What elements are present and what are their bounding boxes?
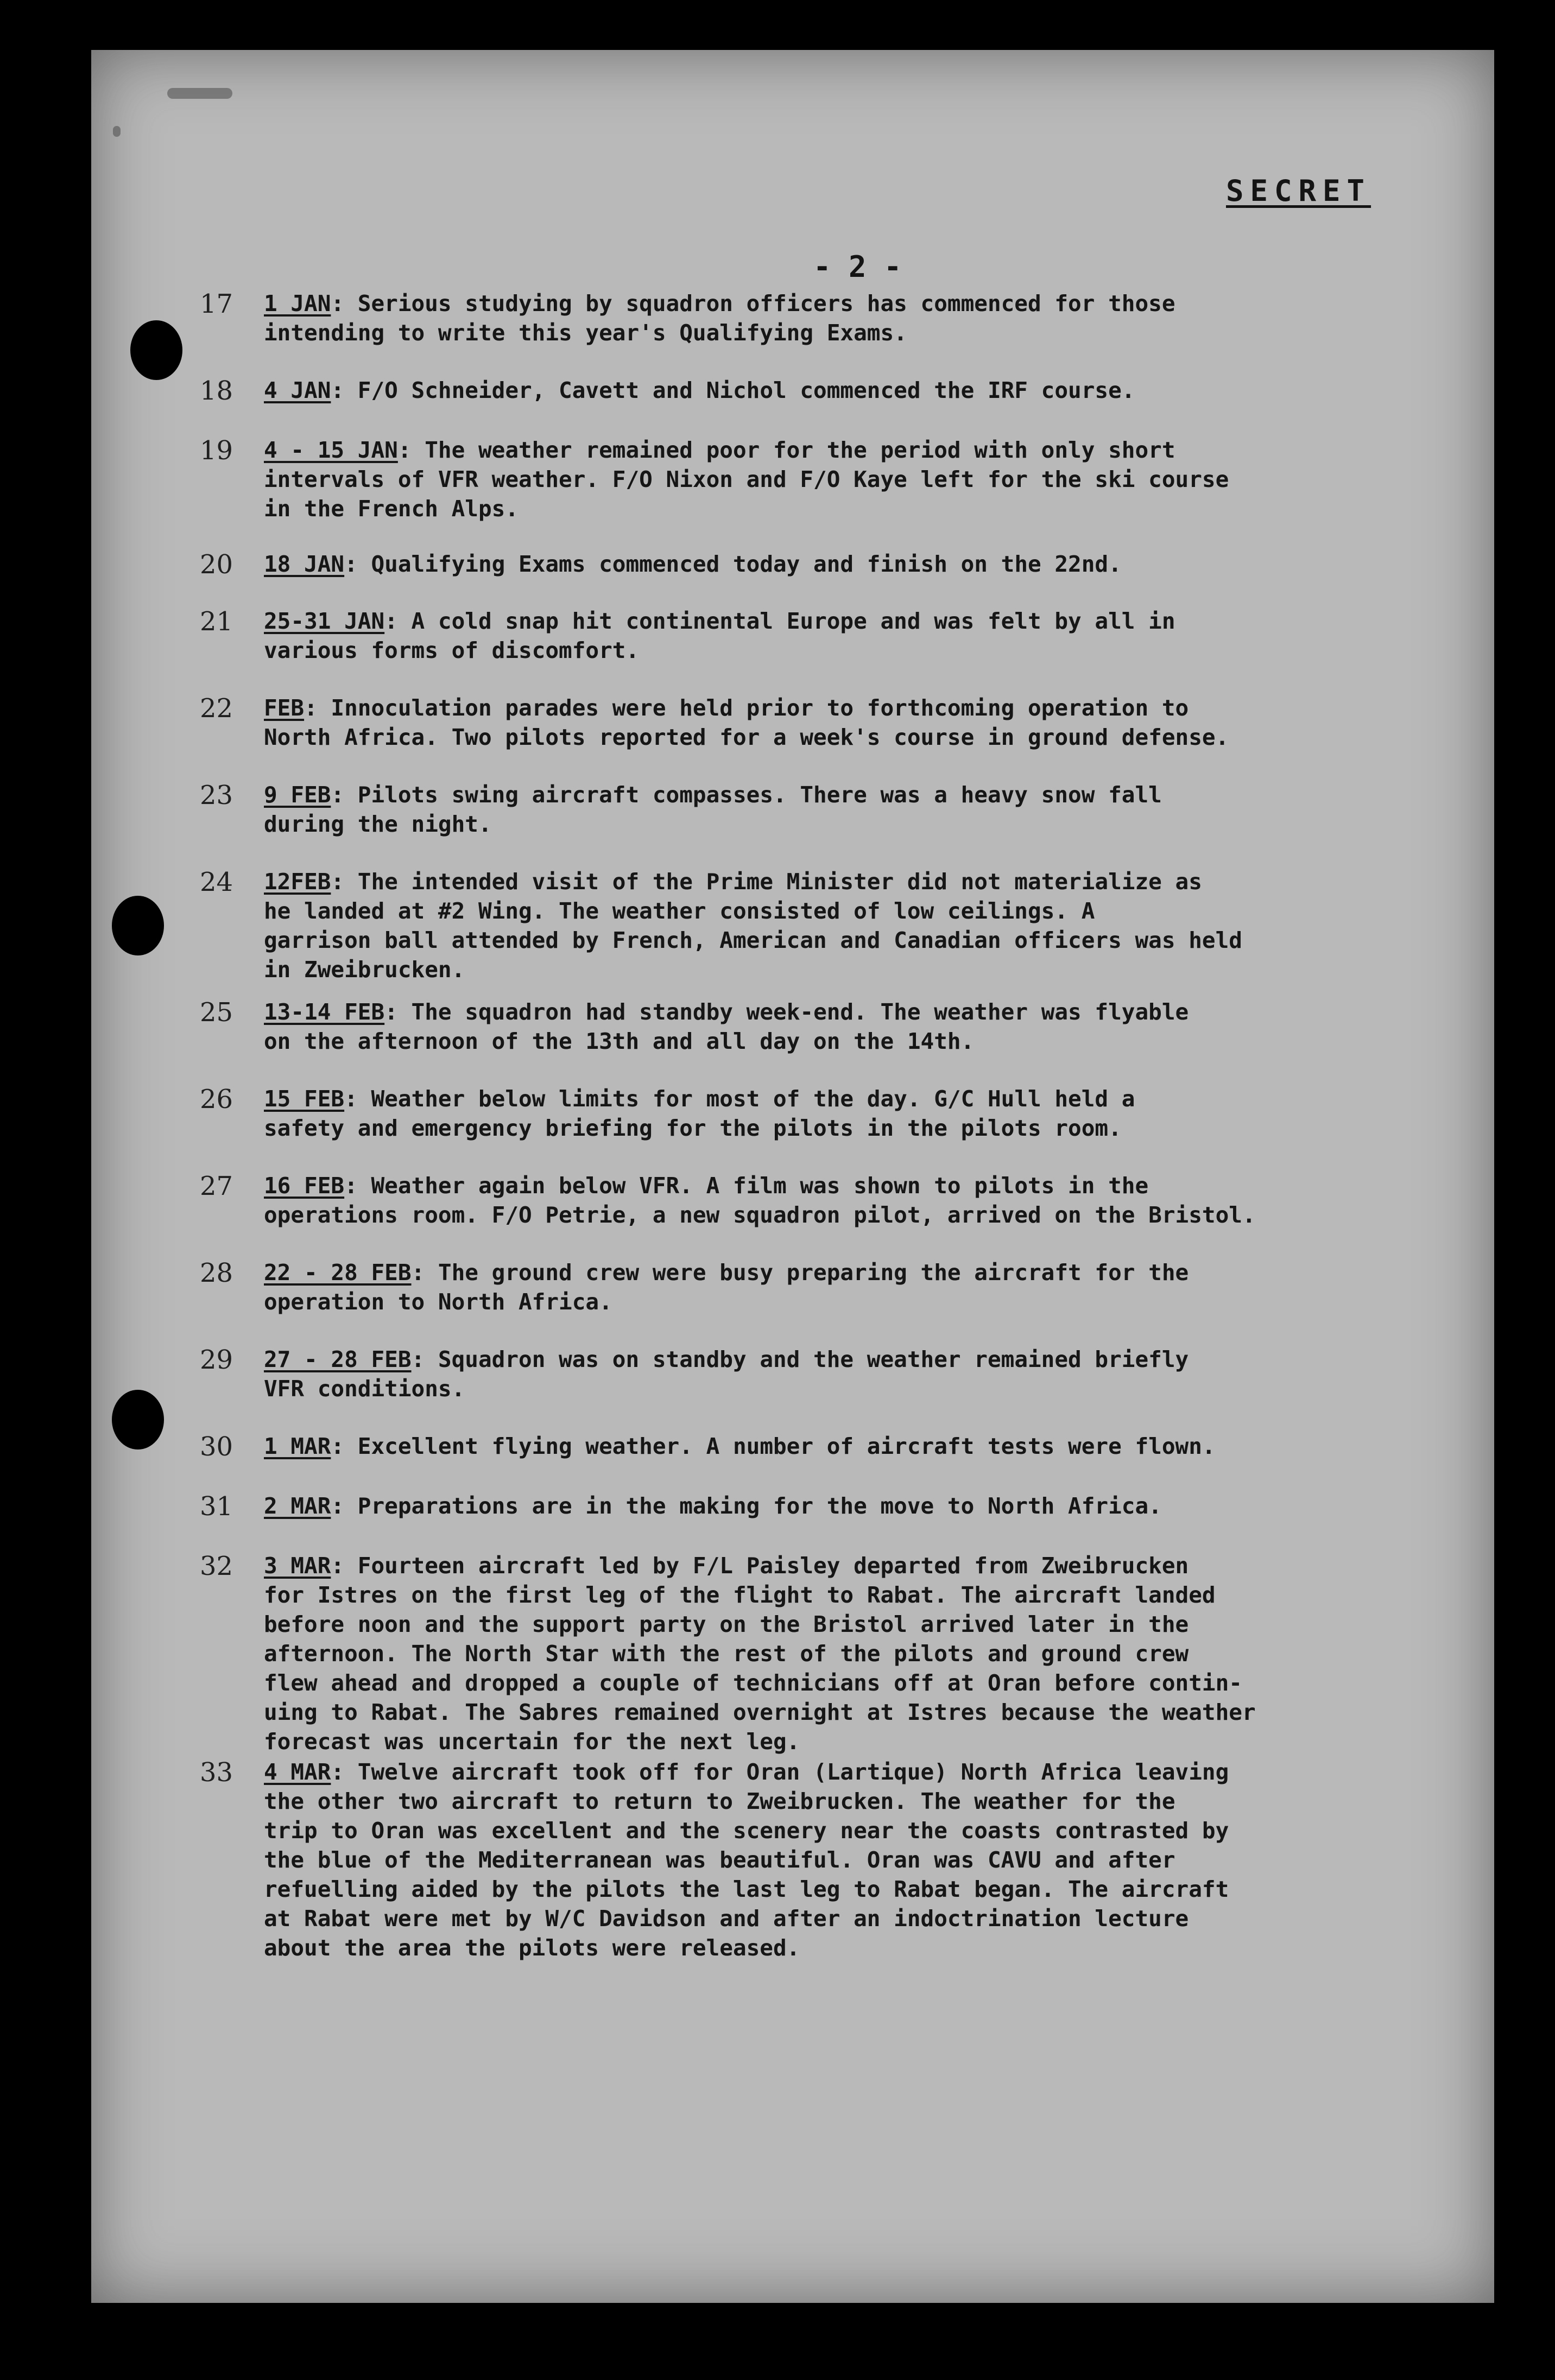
entry-line: during the night.: [264, 811, 492, 837]
punch-hole: [112, 896, 164, 955]
entry-line: : The intended visit of the Prime Minister did not materialize as: [331, 869, 1202, 895]
entry-line: on the afternoon of the 13th and all day on the 14th.: [264, 1028, 975, 1054]
entry-text: [264, 1258, 1475, 1316]
entry-line: the other two aircraft to return to Zweibrucken. The weather for the: [264, 1788, 1175, 1814]
entry-line: : A cold snap hit continental Europe and was felt by all in: [384, 608, 1175, 634]
entry-line: at Rabat were met by W/C Davidson and after an indoctrination lecture: [264, 1906, 1189, 1932]
entry-text: [264, 780, 1475, 839]
entry-line: before noon and the support party on the Bristol arrived later in the: [264, 1611, 1189, 1637]
entry-date: 9 FEB: [264, 782, 331, 808]
entry-number: 25: [200, 997, 233, 1028]
entry-number: 20: [200, 549, 233, 580]
entry-text: [264, 1551, 1475, 1756]
entry-text: [264, 1757, 1475, 1963]
entry-line: flew ahead and dropped a couple of technicians off at Oran before contin-: [264, 1670, 1242, 1696]
entry-date: 4 MAR: [264, 1759, 331, 1785]
entry-line: operation to North Africa.: [264, 1289, 612, 1315]
entry-date: 27 - 28 FEB: [264, 1346, 412, 1372]
entry-number: 26: [200, 1084, 233, 1115]
entry-line: : Serious studying by squadron officers has commenced for those: [331, 290, 1175, 317]
entry-number: 24: [200, 867, 233, 897]
entry-number: 18: [200, 376, 233, 406]
entry-date: 2 MAR: [264, 1493, 331, 1519]
entry-line: : The weather remained poor for the period with only short: [397, 437, 1175, 463]
ink-smudge: [167, 88, 232, 99]
entry-text: [264, 1432, 1475, 1461]
entry-text: [264, 1171, 1475, 1230]
entry-line: the blue of the Mediterranean was beautiful. Oran was CAVU and after: [264, 1847, 1175, 1873]
entry-date: 12FEB: [264, 869, 331, 895]
document-page: [91, 50, 1494, 2303]
entry-line: he landed at #2 Wing. The weather consisted of low ceilings. A: [264, 898, 1095, 924]
entry-line: : Weather below limits for most of the day. G/C Hull held a: [344, 1086, 1135, 1112]
entry-date: 1 MAR: [264, 1433, 331, 1459]
entry-date: 4 JAN: [264, 377, 331, 403]
entry-line: forecast was uncertain for the next leg.: [264, 1729, 800, 1755]
entry-text: [264, 867, 1475, 984]
entry-line: : Pilots swing aircraft compasses. There was a heavy snow fall: [331, 782, 1162, 808]
entry-text: [264, 1491, 1475, 1521]
entry-line: North Africa. Two pilots reported for a week's course in ground defense.: [264, 724, 1229, 750]
entry-line: intending to write this year's Qualifying Exams.: [264, 320, 907, 346]
entry-line: : Excellent flying weather. A number of aircraft tests were flown.: [331, 1433, 1216, 1459]
entry-date: 1 JAN: [264, 290, 331, 317]
entry-line: : Twelve aircraft took off for Oran (Lartique) North Africa leaving: [331, 1759, 1229, 1785]
entry-line: : Preparations are in the making for the move to North Africa.: [331, 1493, 1162, 1519]
entry-line: trip to Oran was excellent and the scenery near the coasts contrasted by: [264, 1818, 1229, 1844]
entry-line: : Fourteen aircraft led by F/L Paisley departed from Zweibrucken: [331, 1553, 1189, 1579]
punch-hole: [130, 320, 182, 380]
entry-text: [264, 1084, 1475, 1143]
entry-line: : F/O Schneider, Cavett and Nichol commenced the IRF course.: [331, 377, 1135, 403]
entry-number: 28: [200, 1258, 233, 1288]
entry-line: for Istres on the first leg of the flight to Rabat. The aircraft landed: [264, 1582, 1216, 1608]
entry-line: : Innoculation parades were held prior to forthcoming operation to: [304, 695, 1189, 721]
entry-line: in Zweibrucken.: [264, 957, 465, 983]
entry-number: 19: [200, 435, 233, 466]
entry-text: [264, 997, 1475, 1056]
classification-marking: SECRET: [1226, 174, 1371, 208]
entry-text: [264, 376, 1475, 405]
entry-number: 33: [200, 1757, 233, 1788]
entry-line: intervals of VFR weather. F/O Nixon and F/O Kaye left for the ski course: [264, 466, 1229, 492]
entry-text: [264, 1345, 1475, 1403]
entry-line: : The ground crew were busy preparing the aircraft for the: [411, 1259, 1189, 1286]
entry-line: : Qualifying Exams commenced today and finish on the 22nd.: [344, 551, 1122, 577]
entry-line: : The squadron had standby week-end. The weather was flyable: [384, 999, 1189, 1025]
entry-line: afternoon. The North Star with the rest of the pilots and ground crew: [264, 1641, 1189, 1667]
entry-date: 22 - 28 FEB: [264, 1259, 412, 1286]
entry-line: about the area the pilots were released.: [264, 1935, 800, 1961]
entry-line: : Weather again below VFR. A film was shown to pilots in the: [344, 1173, 1149, 1199]
entry-line: : Squadron was on standby and the weather remained briefly: [411, 1346, 1189, 1372]
entry-number: 23: [200, 780, 233, 811]
ink-smudge: [113, 126, 121, 137]
entry-date: FEB: [264, 695, 305, 721]
entry-date: 25-31 JAN: [264, 608, 385, 634]
entry-date: 13-14 FEB: [264, 999, 385, 1025]
entry-line: garrison ball attended by French, American and Canadian officers was held: [264, 927, 1242, 953]
entry-date: 3 MAR: [264, 1553, 331, 1579]
entry-line: VFR conditions.: [264, 1376, 465, 1402]
entry-number: 21: [200, 606, 233, 637]
entry-text: [264, 549, 1475, 579]
entry-number: 31: [200, 1491, 233, 1522]
entry-number: 32: [200, 1551, 233, 1581]
page-number: - 2 -: [813, 250, 902, 284]
entry-line: safety and emergency briefing for the pilots in the pilots room.: [264, 1115, 1122, 1141]
entry-line: in the French Alps.: [264, 496, 519, 522]
entry-number: 27: [200, 1171, 233, 1201]
entry-date: 15 FEB: [264, 1086, 345, 1112]
entry-text: [264, 606, 1475, 665]
entry-number: 17: [200, 289, 233, 319]
entry-date: 4 - 15 JAN: [264, 437, 398, 463]
entry-number: 22: [200, 693, 233, 724]
entry-number: 29: [200, 1345, 233, 1375]
entry-date: 16 FEB: [264, 1173, 345, 1199]
entry-number: 30: [200, 1432, 233, 1462]
entry-text: [264, 693, 1475, 752]
entry-text: [264, 435, 1475, 523]
punch-hole: [112, 1390, 164, 1449]
entry-date: 18 JAN: [264, 551, 345, 577]
entry-line: operations room. F/O Petrie, a new squadron pilot, arrived on the Bristol.: [264, 1202, 1256, 1228]
entry-line: refuelling aided by the pilots the last leg to Rabat began. The aircraft: [264, 1876, 1229, 1902]
entry-text: [264, 289, 1475, 347]
entry-line: various forms of discomfort.: [264, 637, 640, 663]
entry-line: uing to Rabat. The Sabres remained overnight at Istres because the weather: [264, 1699, 1256, 1725]
